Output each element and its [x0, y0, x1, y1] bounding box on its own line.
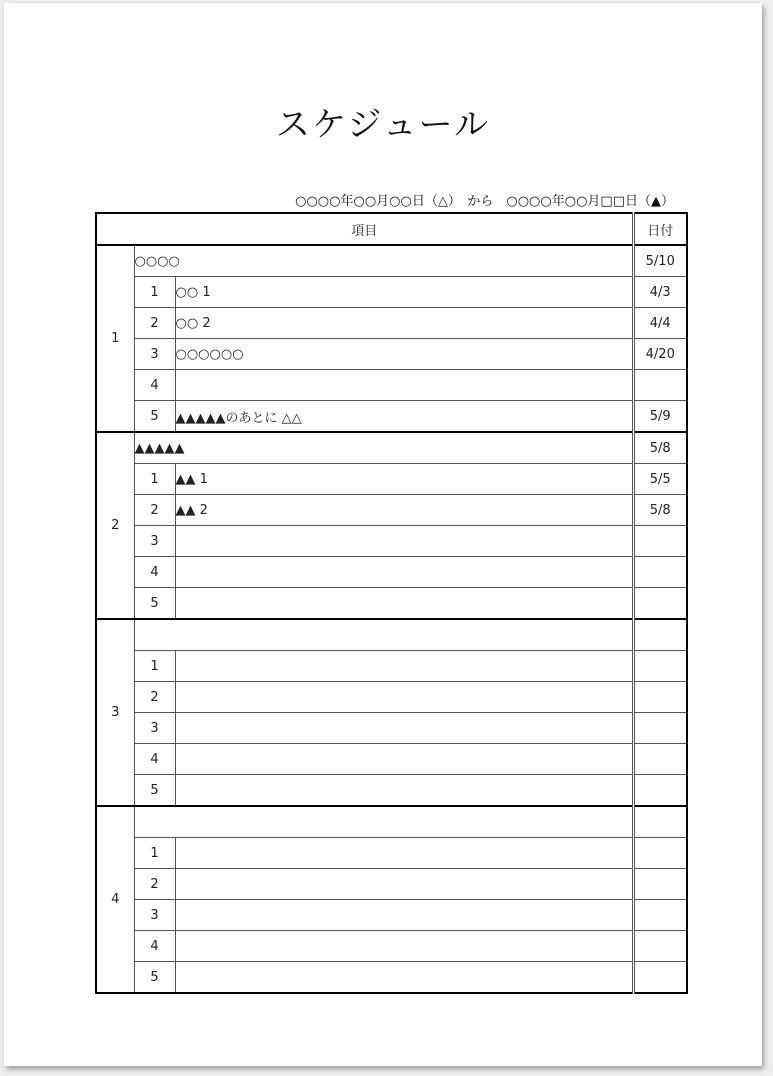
row-date [633, 370, 687, 401]
row-item: ▲▲▲▲▲のあとに △△ [175, 401, 633, 433]
row-item [175, 526, 633, 557]
row-number: 4 [134, 557, 175, 588]
row-number: 5 [134, 962, 175, 994]
row-date: 4/20 [633, 339, 687, 370]
table-row [96, 775, 687, 807]
row-item [175, 962, 633, 994]
schedule-period: ○○○○年○○月○○日（△） から ○○○○年○○月□□日（▲） [295, 194, 674, 209]
row-item [175, 838, 633, 869]
row-date [633, 713, 687, 744]
table-row [96, 370, 687, 401]
group-main-date [633, 806, 687, 838]
table-row [96, 557, 687, 588]
group-main-row [96, 806, 687, 838]
table-row [96, 931, 687, 962]
row-item: ○○ 1 [175, 277, 633, 308]
row-date [633, 651, 687, 682]
group-main-item [134, 806, 633, 838]
group-number: 1 [96, 245, 134, 432]
row-date: 4/3 [633, 277, 687, 308]
schedule-table [95, 212, 688, 994]
group-number: 2 [96, 432, 134, 619]
group-main-date: 5/10 [633, 245, 687, 277]
document-page [4, 3, 762, 1066]
row-number: 3 [134, 900, 175, 931]
table-row [96, 308, 687, 339]
row-date [633, 869, 687, 900]
row-number: 3 [134, 713, 175, 744]
row-number: 2 [134, 495, 175, 526]
row-date [633, 588, 687, 620]
row-number: 1 [134, 838, 175, 869]
table-row [96, 651, 687, 682]
row-number: 2 [134, 682, 175, 713]
table-row [96, 838, 687, 869]
row-item [175, 651, 633, 682]
group-number: 4 [96, 806, 134, 993]
row-item [175, 931, 633, 962]
table-row [96, 713, 687, 744]
row-number: 2 [134, 869, 175, 900]
row-date [633, 526, 687, 557]
group-main-row [96, 245, 687, 277]
row-number: 5 [134, 401, 175, 433]
row-number: 5 [134, 588, 175, 620]
date-column-header: 日付 [633, 213, 687, 245]
group-number: 3 [96, 619, 134, 806]
row-item [175, 557, 633, 588]
row-number: 5 [134, 775, 175, 807]
row-number: 3 [134, 339, 175, 370]
group-main-row [96, 619, 687, 651]
row-number: 1 [134, 651, 175, 682]
row-date [633, 682, 687, 713]
row-number: 4 [134, 744, 175, 775]
table-row [96, 588, 687, 620]
row-date: 4/4 [633, 308, 687, 339]
row-date [633, 775, 687, 807]
row-date [633, 900, 687, 931]
row-item: ▲▲ 2 [175, 495, 633, 526]
table-row [96, 339, 687, 370]
row-item [175, 775, 633, 807]
row-number: 4 [134, 370, 175, 401]
row-date [633, 931, 687, 962]
table-row [96, 495, 687, 526]
row-number: 3 [134, 526, 175, 557]
group-main-date: 5/8 [633, 432, 687, 464]
table-row [96, 900, 687, 931]
item-column-header: 項目 [96, 213, 633, 245]
row-date [633, 962, 687, 994]
table-row [96, 962, 687, 994]
table-row [96, 526, 687, 557]
row-item: ○○ 2 [175, 308, 633, 339]
group-main-row [96, 432, 687, 464]
group-main-item [134, 619, 633, 651]
row-date [633, 838, 687, 869]
table-row [96, 682, 687, 713]
row-item [175, 744, 633, 775]
group-main-item: ○○○○ [134, 245, 633, 277]
row-number: 2 [134, 308, 175, 339]
table-row [96, 464, 687, 495]
row-item [175, 869, 633, 900]
row-item [175, 713, 633, 744]
row-item [175, 682, 633, 713]
row-date [633, 557, 687, 588]
row-number: 4 [134, 931, 175, 962]
row-item [175, 900, 633, 931]
row-number: 1 [134, 277, 175, 308]
group-main-date [633, 619, 687, 651]
row-date [633, 744, 687, 775]
table-row [96, 869, 687, 900]
table-row [96, 744, 687, 775]
page-title: スケジュール [276, 105, 490, 145]
table-row [96, 277, 687, 308]
row-item [175, 588, 633, 620]
row-date: 5/5 [633, 464, 687, 495]
row-item [175, 370, 633, 401]
group-main-item: ▲▲▲▲▲ [134, 432, 633, 464]
table-header-row [96, 213, 687, 245]
table-row [96, 401, 687, 433]
row-number: 1 [134, 464, 175, 495]
row-item: ▲▲ 1 [175, 464, 633, 495]
row-date: 5/9 [633, 401, 687, 433]
row-date: 5/8 [633, 495, 687, 526]
row-item: ○○○○○○ [175, 339, 633, 370]
